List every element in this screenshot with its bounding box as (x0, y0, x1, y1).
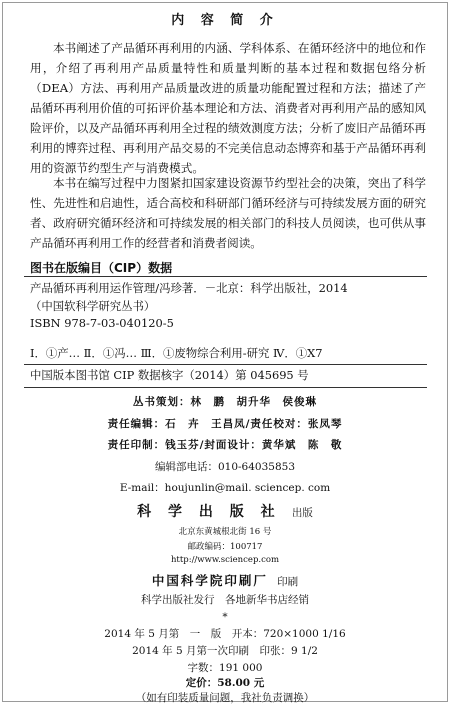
printer-suffix: 印刷 (277, 576, 299, 588)
cip-mid-rule (24, 364, 427, 365)
cip-record: 产品循环再利用运作管理/冯珍著．－北京：科学出版社，2014 (30, 281, 348, 295)
editorial-email: E-mail：houjunlin@mail. sciencep. com (119, 482, 331, 494)
printer-line (0, 571, 450, 589)
credit-printing: 责任印制：钱玉芬/封面设计：黄华斌 陈 敬 (107, 439, 343, 451)
cip-top-rule (24, 276, 427, 277)
price: 定价：58.00 元 (185, 677, 265, 689)
publisher-line (0, 501, 450, 521)
credit-planning: 丛书策划：林 鹏 胡升华 侯俊琳 (133, 396, 317, 408)
edition-line-2: 2014 年 5 月第一次印刷 印张：9 1/2 (132, 645, 318, 657)
cip-isbn: ISBN 978-7-03-040120-5 (30, 316, 174, 330)
quality-notice: （如有印装质量问题，我社负责调换） (135, 692, 315, 704)
publisher-address: 北京东黄城根北街 16 号 (178, 527, 272, 537)
publisher-suffix: 出版 (291, 507, 313, 519)
cip-subjects: Ⅰ．①产… Ⅱ．①冯… Ⅲ．①废物综合利用-研究 Ⅳ．①X7 (30, 346, 323, 360)
publisher-name: 科 学 出 版 社 (137, 504, 281, 520)
credit-editors: 责任编辑：石 卉 王昌凤/责任校对：张凤琴 (107, 418, 343, 430)
summary-paragraph-1: 本书阐述了产品循环再利用的内涵、学科体系、在循环经济中的地位和作用，介绍了再利用产品质量特性和质量判断的基本过程和数据包络分析（DEA）方法、再利用产品质量改进的质量功能配置过程和方法；描述了产品循环再利用价值的可拓评价基本理论和方法、消费者对再利用产品的感知风险评价，以及产品循环再利用全过程的绩效测度方法；分析了废旧产品循环再利用的博弈过程、再利用产品交易的不完美信息动态博弈和基于产品循环再利用的资源节约型生产与消费模式。 (30, 41, 426, 175)
cip-series: （中国软科学研究丛书） (30, 299, 156, 313)
printer-name: 中国科学院印刷厂 (151, 573, 268, 588)
summary-heading: 内 容 简 介 (171, 13, 279, 28)
distribution-line: 科学出版社发行 各地新华书店经销 (141, 594, 309, 606)
cip-header: 图书在版编目（CIP）数据 (30, 261, 173, 275)
editorial-phone: 编辑部电话：010-64035853 (154, 461, 296, 473)
separator-star: * (222, 611, 228, 623)
publisher-website: http://www.sciencep.com (170, 555, 280, 565)
publisher-postcode: 邮政编码：100717 (187, 542, 263, 552)
cip-library-number: 中国版本图书馆 CIP 数据核字（2014）第 045695 号 (30, 368, 309, 382)
summary-paragraph-2: 本书在编写过程中力图紧扣国家建设资源节约型社会的决策，突出了科学性、先进性和启迪性，适合高校和科研部门循环经济与可持续发展方面的研究者、政府研究循环经济和可持续发展的相关部门的科技人员阅读，也可供从事产品循环再利用工作的经营者和消费者阅读。 (30, 176, 426, 250)
word-count: 字数：191 000 (187, 662, 263, 674)
cip-bottom-rule (24, 387, 427, 388)
edition-line-1: 2014 年 5 月第 一 版 开本：720×1000 1/16 (104, 628, 346, 640)
